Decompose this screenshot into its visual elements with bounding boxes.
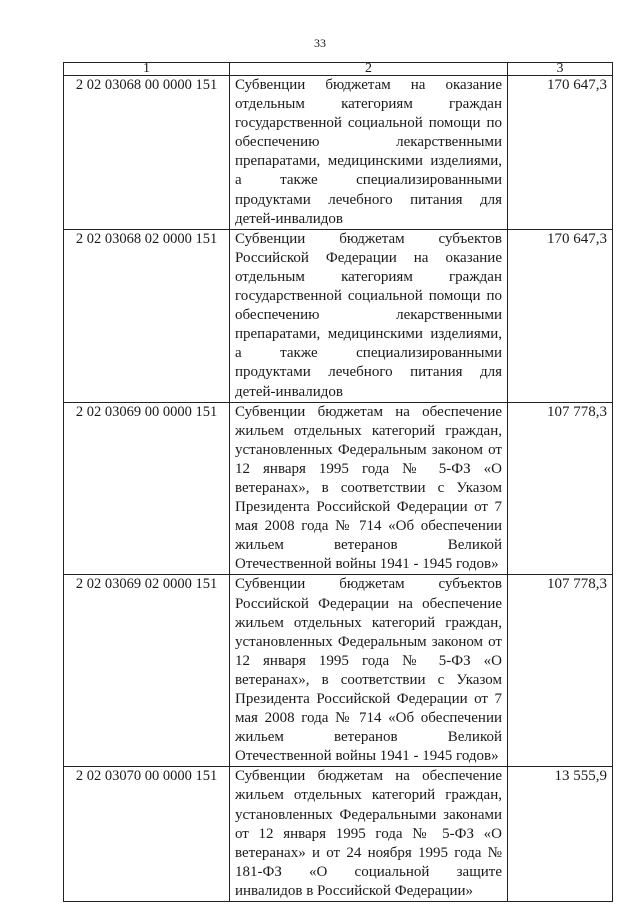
budget-code-cell: 2 02 03070 00 0000 151 <box>64 767 230 902</box>
table-row <box>64 402 613 575</box>
amount-cell: 107 778,3 <box>508 575 613 767</box>
budget-code-cell: 2 02 03068 00 0000 151 <box>64 76 230 230</box>
description-cell: Субвенции бюджетам субъектов Российской Федерации на обеспечение жильем отдельных категорий граждан, установленных Федеральным законом от 12 января 1995 года № 5-ФЗ «О ветеранах», в соответствии с Указом Президента Российской Федерации от 7 мая 2008 года № 714 «Об обеспечении жильем ветеранов Великой Отечественной войны 1941 - 1945 годов» <box>230 575 508 767</box>
table-row <box>64 767 613 902</box>
budget-revenue-table <box>63 62 613 902</box>
column-header-3: 3 <box>508 63 613 76</box>
amount-cell: 107 778,3 <box>508 402 613 575</box>
amount-cell: 13 555,9 <box>508 767 613 902</box>
column-header-2: 2 <box>230 63 508 76</box>
budget-code-cell: 2 02 03069 02 0000 151 <box>64 575 230 767</box>
table-row <box>64 76 613 230</box>
budget-code-cell: 2 02 03068 02 0000 151 <box>64 229 230 402</box>
description-cell: Субвенции бюджетам на оказание отдельным категориям граждан государственной социальной помощи по обеспечению лекарственными препаратами, медицинскими изделиями, а также специализированными продуктами лечебного питания для детей-инвалидов <box>230 76 508 230</box>
page-number: 33 <box>314 36 326 50</box>
column-header-1: 1 <box>64 63 230 76</box>
description-cell: Субвенции бюджетам на обеспечение жильем отдельных категорий граждан, установленных Федеральным законом от 12 января 1995 года № 5-ФЗ «О ветеранах», в соответствии с Указом Президента Российской Федерации от 7 мая 2008 года № 714 «Об обеспечении жильем ветеранов Великой Отечественной войны 1941 - 1945 годов» <box>230 402 508 575</box>
description-cell: Субвенции бюджетам на обеспечение жильем отдельных категорий граждан, установленных Федеральными законами от 12 января 1995 года № 5-ФЗ «О ветеранах» и от 24 ноября 1995 года № 181-ФЗ «О социальной защите инвалидов в Российской Федерации» <box>230 767 508 902</box>
budget-code-cell: 2 02 03069 00 0000 151 <box>64 402 230 575</box>
table-header-row <box>64 63 613 76</box>
amount-cell: 170 647,3 <box>508 76 613 230</box>
amount-cell: 170 647,3 <box>508 229 613 402</box>
table-row <box>64 229 613 402</box>
description-cell: Субвенции бюджетам субъектов Российской Федерации на оказание отдельным категориям граждан государственной социальной помощи по обеспечению лекарственными препаратами, медицинскими изделиями, а также специализированными продуктами лечебного питания для детей-инвалидов <box>230 229 508 402</box>
table-row <box>64 575 613 767</box>
